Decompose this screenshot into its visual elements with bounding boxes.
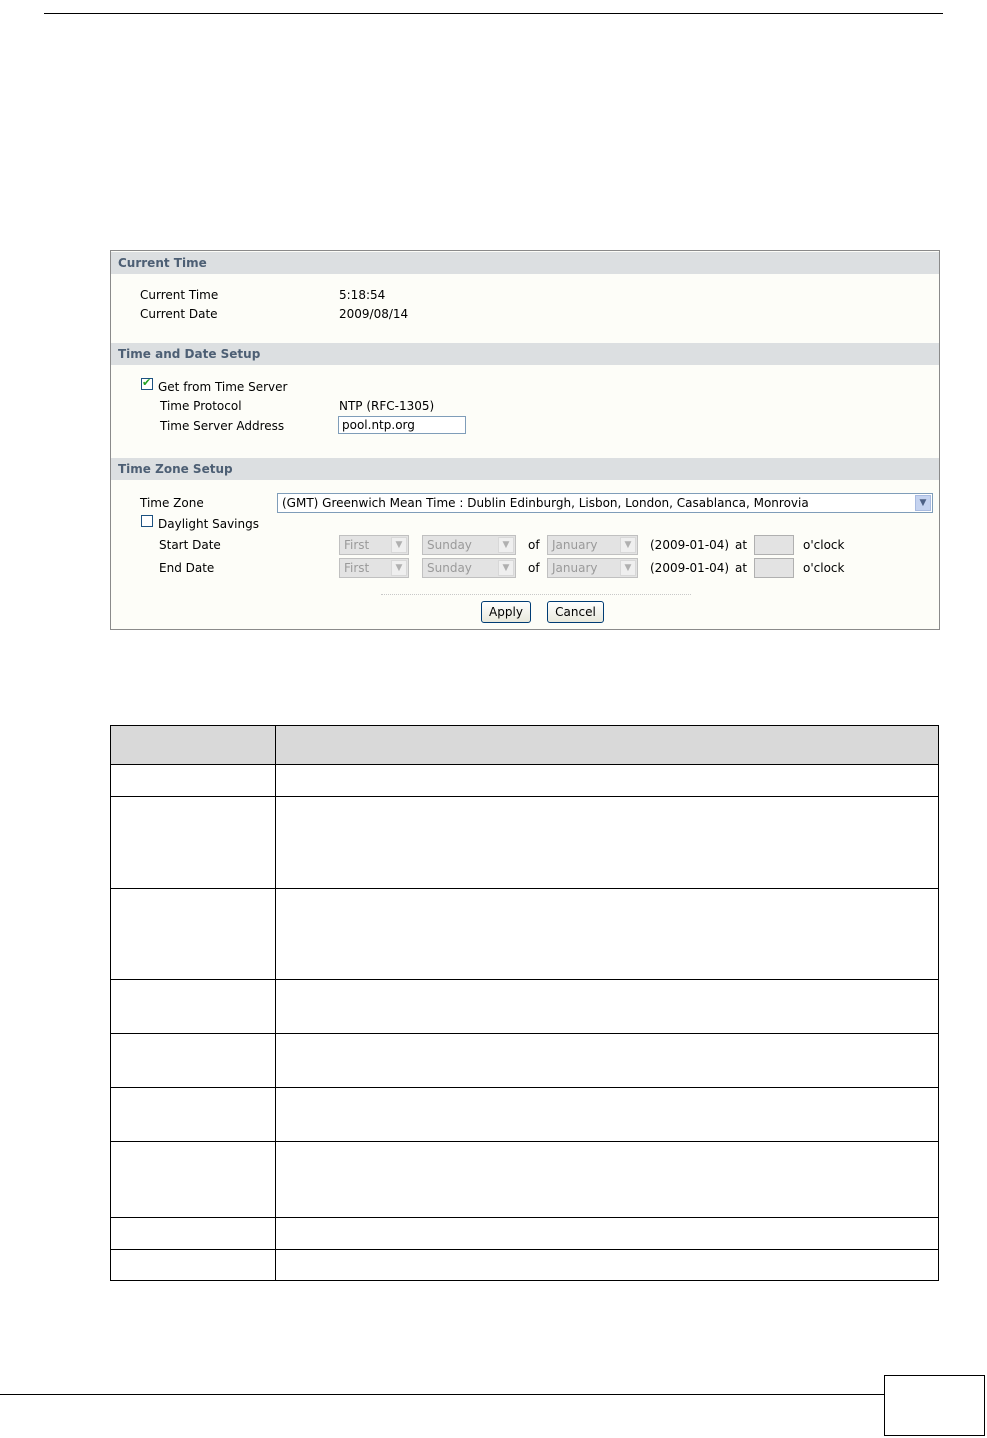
table-cell <box>276 765 939 797</box>
table-row <box>111 765 939 797</box>
end-month-value: January <box>552 561 598 575</box>
chevron-down-icon[interactable]: ▼ <box>391 537 407 553</box>
table-cell <box>276 889 939 980</box>
chevron-down-icon[interactable]: ▼ <box>620 560 636 576</box>
time-server-address-input[interactable]: pool.ntp.org <box>338 416 466 434</box>
daylight-savings-label: Daylight Savings <box>158 517 259 531</box>
table-cell <box>111 1034 276 1088</box>
table-cell <box>111 797 276 889</box>
page-number-box <box>884 1375 985 1436</box>
current-time-value: 5:18:54 <box>339 288 386 302</box>
end-week-select[interactable] <box>339 558 409 578</box>
start-month-select[interactable] <box>547 535 638 555</box>
table-header-cell <box>111 726 276 765</box>
table-header-cell <box>276 726 939 765</box>
time-zone-label: Time Zone <box>140 496 204 510</box>
daylight-savings-checkbox[interactable] <box>141 515 153 527</box>
divider <box>381 594 691 595</box>
table-cell <box>111 980 276 1034</box>
table-row <box>111 797 939 889</box>
section-header-time-date-setup: Time and Date Setup <box>111 343 939 365</box>
start-month-value: January <box>552 538 598 552</box>
start-of-text: of <box>528 538 540 552</box>
header-rule <box>44 13 943 14</box>
description-table <box>110 725 939 1281</box>
start-day-value: Sunday <box>427 538 472 552</box>
table-cell <box>111 1218 276 1250</box>
table-row <box>111 1034 939 1088</box>
footer-rule <box>0 1394 884 1395</box>
section-header-current-time: Current Time <box>111 252 939 274</box>
current-date-label: Current Date <box>140 307 218 321</box>
get-from-time-server-checkbox[interactable] <box>141 378 153 390</box>
chevron-down-icon[interactable]: ▼ <box>915 495 931 511</box>
time-protocol-value: NTP (RFC-1305) <box>339 399 435 413</box>
table-cell <box>111 889 276 980</box>
start-oclock-text: o'clock <box>803 538 845 552</box>
cancel-button[interactable]: Cancel <box>547 601 604 623</box>
start-day-select[interactable] <box>422 535 516 555</box>
chevron-down-icon[interactable]: ▼ <box>498 560 514 576</box>
start-date-label: Start Date <box>159 538 221 552</box>
table-row <box>111 1218 939 1250</box>
table-cell <box>276 1218 939 1250</box>
end-at-text: at <box>735 561 748 575</box>
table-row <box>111 1142 939 1218</box>
end-week-value: First <box>344 561 370 575</box>
apply-button[interactable]: Apply <box>481 601 531 623</box>
table-header-row <box>111 726 939 765</box>
start-week-value: First <box>344 538 370 552</box>
table-cell <box>276 1034 939 1088</box>
chevron-down-icon[interactable]: ▼ <box>620 537 636 553</box>
start-hour-input[interactable] <box>754 535 794 555</box>
end-oclock-text: o'clock <box>803 561 845 575</box>
table-cell <box>111 1250 276 1281</box>
time-zone-select[interactable] <box>277 493 933 513</box>
table-row <box>111 980 939 1034</box>
table-cell <box>276 980 939 1034</box>
start-date-preview: (2009-01-04) <box>650 538 730 552</box>
table-cell <box>111 765 276 797</box>
time-server-address-label: Time Server Address <box>160 419 285 433</box>
table-cell <box>276 1250 939 1281</box>
start-week-select[interactable] <box>339 535 409 555</box>
table-row <box>111 1088 939 1142</box>
table-cell <box>276 1142 939 1218</box>
chevron-down-icon[interactable]: ▼ <box>391 560 407 576</box>
current-time-label: Current Time <box>140 288 219 302</box>
end-month-select[interactable] <box>547 558 638 578</box>
end-date-label: End Date <box>159 561 215 575</box>
time-zone-selected-value: (GMT) Greenwich Mean Time : Dublin Edinburgh, Lisbon, London, Casablanca, Monrovia <box>282 496 809 510</box>
table-row <box>111 1250 939 1281</box>
table-cell <box>276 797 939 889</box>
time-setting-panel <box>110 250 940 630</box>
end-of-text: of <box>528 561 540 575</box>
chevron-down-icon[interactable]: ▼ <box>498 537 514 553</box>
end-day-value: Sunday <box>427 561 472 575</box>
time-protocol-label: Time Protocol <box>160 399 242 413</box>
table-cell <box>111 1142 276 1218</box>
current-date-value: 2009/08/14 <box>339 307 409 321</box>
end-hour-input[interactable] <box>754 558 794 578</box>
section-header-time-zone-setup: Time Zone Setup <box>111 458 939 480</box>
table-cell <box>276 1088 939 1142</box>
get-from-time-server-label: Get from Time Server <box>158 380 288 394</box>
start-at-text: at <box>735 538 748 552</box>
table-row <box>111 889 939 980</box>
check-icon: ✔ <box>142 376 152 389</box>
end-day-select[interactable] <box>422 558 516 578</box>
end-date-preview: (2009-01-04) <box>650 561 730 575</box>
table-cell <box>111 1088 276 1142</box>
